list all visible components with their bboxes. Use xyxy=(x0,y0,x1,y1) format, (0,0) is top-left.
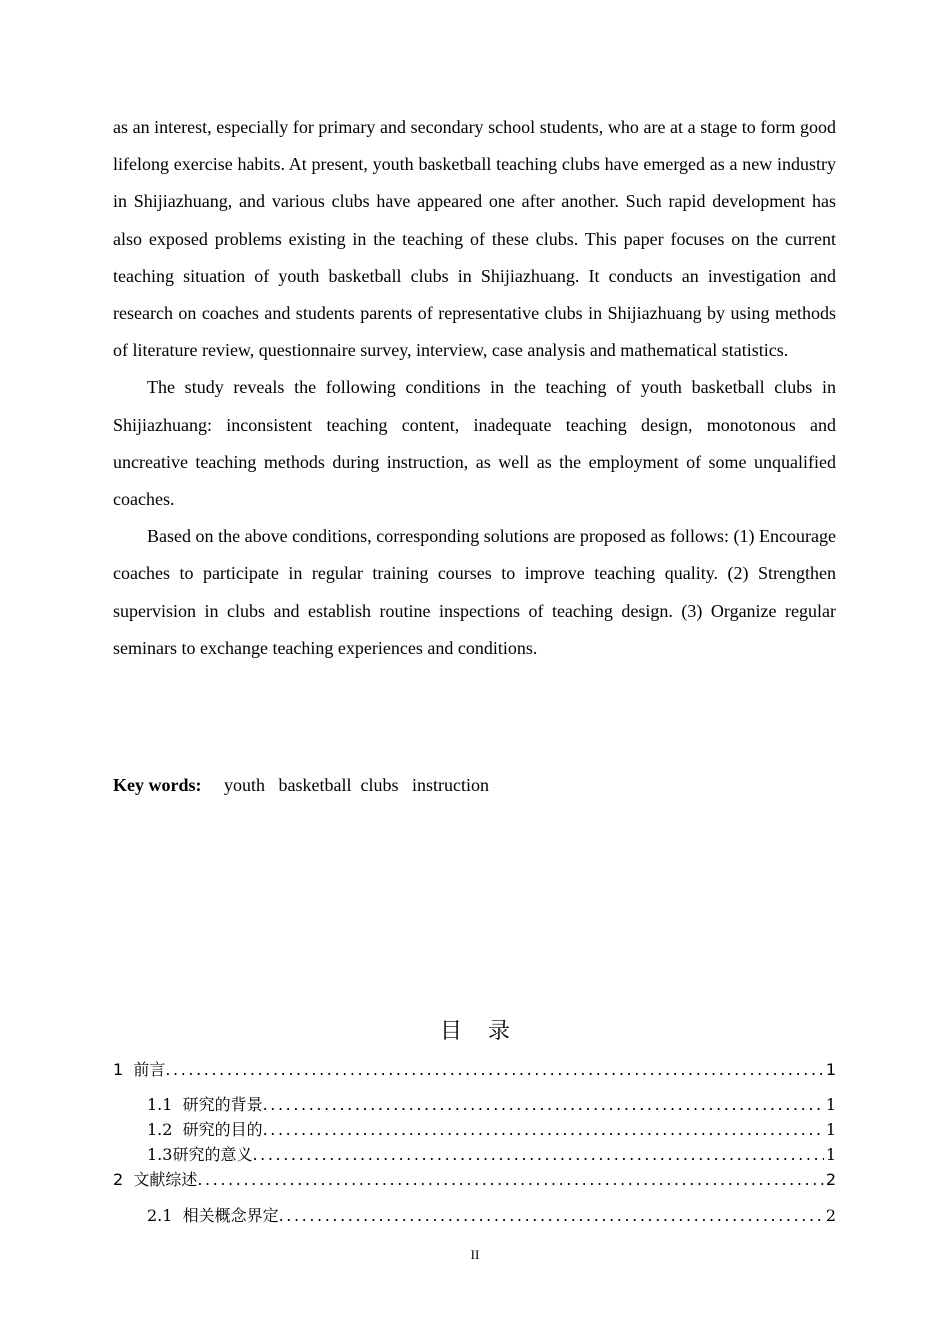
toc-entry[interactable] xyxy=(113,1058,836,1082)
toc-entry-label: 1.2 研究的目的 xyxy=(147,1120,263,1139)
toc-entry-page: 1 xyxy=(825,1145,836,1164)
toc-entry[interactable] xyxy=(147,1204,836,1228)
toc-entry-label: 1.3研究的意义 xyxy=(147,1145,253,1164)
abstract-paragraph-1: as an interest, especially for primary and secondary school students, who are at a stage to form good lifelong exercise habits. At present, youth basketball teaching clubs have emerged as a new industry in Shijiazhuang, and various clubs have appeared one after another. Such rapid development has also exposed problems existing in the teaching of these clubs. This paper focuses on the current teaching situation of youth basketball clubs in Shijiazhuang. It conducts an investigation and research on coaches and students parents of representative clubs in Shijiazhuang by using methods of literature review, questionnaire survey, interview, case analysis and mathematical statistics. xyxy=(113,117,836,361)
toc-entry[interactable] xyxy=(147,1143,836,1167)
toc-entry-label: 2.1 相关概念界定 xyxy=(147,1206,279,1225)
toc-entry-page: 1 xyxy=(825,1060,836,1079)
toc-entry-page: 2 xyxy=(825,1206,836,1225)
toc-leader-dots xyxy=(279,1204,824,1228)
keywords-label: Key words: xyxy=(113,775,202,795)
toc-leader-dots xyxy=(263,1118,824,1142)
toc-leader-dots xyxy=(263,1093,824,1117)
toc-title: 目录 xyxy=(439,1019,536,1044)
keywords-line xyxy=(113,770,836,800)
toc-entry-page: 1 xyxy=(825,1120,836,1139)
toc-entry[interactable] xyxy=(147,1093,836,1117)
toc-leader-dots xyxy=(252,1143,823,1167)
toc-entry-label: 1 前言 xyxy=(113,1060,166,1079)
toc-leader-dots xyxy=(197,1168,823,1192)
toc-entry-label: 2 文献综述 xyxy=(113,1170,198,1189)
toc-entry-page: 1 xyxy=(825,1095,836,1114)
toc-entry-label: 1.1 研究的背景 xyxy=(147,1095,263,1114)
page-number: II xyxy=(470,1247,480,1262)
keywords-terms: youth basketball clubs instruction xyxy=(224,775,489,795)
toc-entry[interactable] xyxy=(147,1118,836,1142)
toc-entry-page: 2 xyxy=(825,1170,836,1189)
abstract-paragraph-3: Based on the above conditions, corresponding solutions are proposed as follows: (1) Encourage coaches to participate in regular training courses to improve teaching quality. (2) Strengthen supervision in clubs and establish routine inspections of teaching design. (3) Organize regular seminars to exchange teaching experiences and conditions. xyxy=(113,526,836,658)
toc-entry[interactable] xyxy=(113,1168,836,1192)
abstract-body xyxy=(113,109,836,667)
toc-leader-dots xyxy=(165,1058,823,1082)
abstract-paragraph-2: The study reveals the following conditions in the teaching of youth basketball clubs in Shijiazhuang: inconsistent teaching content, inadequate teaching design, monotonous and uncreative teaching methods during instruction, as well as the employment of some unqualified coaches. xyxy=(113,377,836,510)
